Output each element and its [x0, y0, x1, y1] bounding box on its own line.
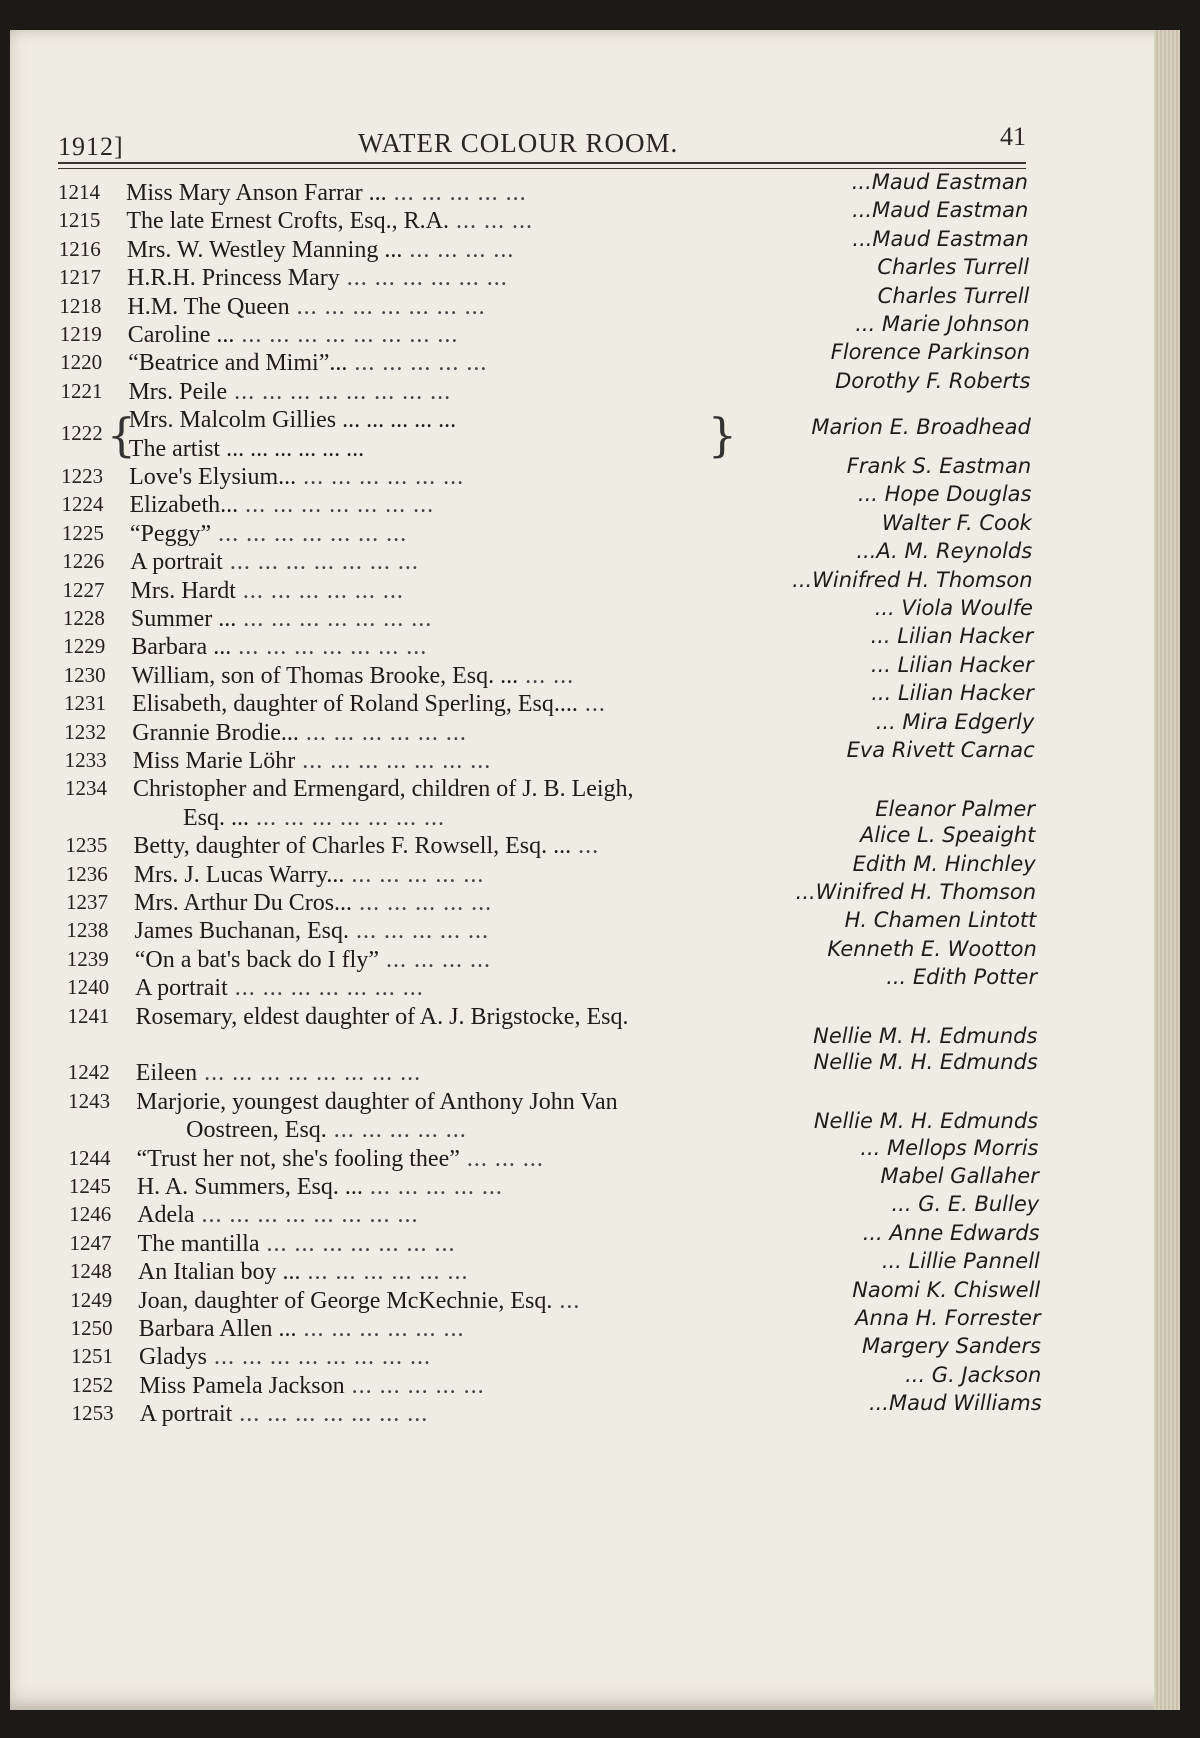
entry-title: Barbara ... ... ... ... ... ... ... ... [131, 634, 428, 661]
entry-number: 1247 [69, 1230, 112, 1255]
entry-artist: ... Mellops Morris [860, 1135, 1039, 1160]
entry-artist: ... Edith Potter [886, 965, 1038, 990]
entry-number: 1225 [61, 520, 104, 545]
leader-dots: ... ... ... ... ... ... ... [232, 1401, 429, 1428]
entry-title: Mrs. Malcolm Gillies ... ... ... ... ... [128, 407, 457, 434]
leader-dots: ... ... ... ... ... ... ... ... [194, 1202, 419, 1229]
entry-number: 1218 [59, 293, 102, 318]
book-page [10, 30, 1180, 1710]
entry-artist: ... Marie Johnson [855, 312, 1030, 336]
catalogue-entry [71, 1391, 1042, 1431]
leader-dots: ... ... ... ... ... [386, 180, 527, 206]
entry-artist: Eleanor Palmer [875, 796, 1035, 821]
entry-title: Caroline ... ... ... ... ... ... ... ... ... [127, 322, 459, 348]
leader-dots: ... ... ... ... ... [344, 861, 485, 888]
entry-number: 1215 [58, 208, 101, 233]
page-title: WATER COLOUR ROOM. [358, 128, 679, 158]
leader-dots: ... ... ... ... ... [352, 890, 493, 916]
entry-number: 1246 [69, 1202, 112, 1227]
leader-dots: ... ... ... ... ... ... ... [289, 293, 486, 320]
entry-artist: Charles Turrell [877, 283, 1030, 308]
entry-title: Joan, daughter of George McKechnie, Esq. ... [138, 1287, 581, 1314]
entry-title: An Italian boy ... ... ... ... ... ... ... [137, 1259, 469, 1286]
entry-number: 1249 [70, 1287, 113, 1312]
entry-title: “On a bat's back do I fly” ... ... ... ... [134, 946, 491, 973]
entry-title: Love's Elysium... ... ... ... ... ... ... [129, 464, 465, 490]
entry-artist: Kenneth E. Wootton [827, 936, 1037, 961]
entry-title: Miss Pamela Jackson ... ... ... ... ... [139, 1372, 485, 1399]
leader-dots: ... ... ... ... ... ... ... [238, 492, 435, 519]
entry-number: 1224 [61, 492, 104, 517]
entry-title: Elizabeth... ... ... ... ... ... ... ... [129, 492, 435, 519]
entry-title: Eileen ... ... ... ... ... ... ... ... [135, 1060, 422, 1087]
entry-number: 1248 [69, 1259, 112, 1284]
entry-title: A portrait ... ... ... ... ... ... ... [130, 549, 419, 576]
entry-artist: ... G. E. Bulley [891, 1192, 1040, 1217]
entry-title: Betty, daughter of Charles F. Rowsell, Esq. ... ... [133, 833, 600, 860]
entry-title: The late Ernest Crofts, Esq., R.A. ... ... ... [126, 208, 533, 235]
entry-number: 1230 [63, 662, 106, 687]
entry-title: James Buchanan, Esq. ... ... ... ... ... [134, 918, 490, 945]
entry-artist: ... Lilian Hacker [870, 652, 1034, 677]
leader-dots: ... ... ... ... ... ... ... [295, 748, 492, 774]
entry-number: 1219 [59, 322, 102, 346]
entry-title: Mrs. Peile ... ... ... ... ... ... ... ... [128, 378, 452, 405]
leader-dots: ... ... ... ... ... ... ... [222, 549, 419, 576]
leader-dots: ... ... ... ... ... ... ... [211, 520, 408, 547]
entry-title: Gladys ... ... ... ... ... ... ... ... [138, 1344, 431, 1371]
entry-title-line2: Oostreen, Esq. ... ... ... ... ... [186, 1117, 467, 1144]
entry-title: Elisabeth, daughter of Roland Sperling, Esq.... ... [131, 691, 606, 718]
leader-dots: ... ... ... ... ... [344, 1372, 485, 1399]
entry-title: “Trust her not, she's fooling thee” ... ... ... [136, 1145, 544, 1172]
entry-number: 1229 [63, 634, 106, 659]
entry-number: 1252 [71, 1372, 114, 1397]
entry-title: William, son of Thomas Brooke, Esq. ... ... ... [131, 662, 575, 689]
entry-artist: Mabel Gallaher [880, 1164, 1039, 1188]
entry-artist: Margery Sanders [861, 1334, 1041, 1359]
entry-title-line2: Esq. ... ... ... ... ... ... ... ... [183, 804, 445, 831]
entry-artist: Florence Parkinson [830, 340, 1031, 365]
leader-dots: ... ... ... ... ... ... ... [227, 975, 424, 1002]
entry-number: 1232 [64, 719, 107, 744]
entry-artist: Alice L. Speaight [859, 823, 1036, 848]
leader-dots: ... ... ... ... [402, 236, 515, 263]
entry-artist: Nellie M. H. Edmunds [813, 1050, 1038, 1075]
running-year: 1912] [58, 132, 124, 161]
entry-artist: Marion E. Broadhead [811, 415, 1031, 440]
leader-dots: ... ... ... ... ... ... ... [259, 1230, 456, 1257]
entry-artist: ... Hope Douglas [857, 482, 1032, 507]
entry-number: 1239 [66, 946, 109, 971]
entry-number: 1242 [67, 1060, 110, 1085]
entry-artist: ... Viola Woulfe [874, 596, 1033, 620]
leader-dots: ... ... ... ... ... ... ... ... [206, 1344, 431, 1371]
entry-artist: ...Maud Eastman [852, 198, 1029, 223]
entry-title: H.R.H. Princess Mary ... ... ... ... ... ... [127, 265, 508, 292]
entry-artist: ...Maud Eastman [852, 226, 1029, 251]
leader-dots: ... ... ... ... ... ... ... [231, 634, 428, 661]
entry-number: 1228 [62, 606, 105, 630]
leader-dots: ... ... ... ... ... ... ... [249, 804, 445, 831]
catalogue-entry [67, 965, 1038, 1005]
entry-title: Christopher and Ermengard, children of J. B. Leigh, [133, 776, 634, 803]
leader-dots: ... ... ... ... ... [326, 1117, 467, 1144]
catalogue-entry [68, 1088, 1039, 1144]
entry-artist: ... Mira Edgerly [875, 709, 1035, 734]
entry-title: H.M. The Queen ... ... ... ... ... ... ... [127, 293, 486, 320]
entry-artist: ... Lilian Hacker [871, 681, 1034, 706]
entry-artist: ...Winifred H. Thomson [792, 567, 1033, 592]
entry-title: Barbara Allen ... ... ... ... ... ... ... [138, 1316, 465, 1342]
entry-number: 1241 [67, 1003, 110, 1028]
catalogue-entry [67, 1003, 1038, 1048]
entry-artist: Walter F. Cook [881, 510, 1032, 535]
leader-dots: ... ... ... ... ... [362, 1174, 503, 1200]
entry-artist: ...Winifred H. Thomson [795, 880, 1037, 904]
entry-title: H. A. Summers, Esq. ... ... ... ... ... ... [136, 1174, 503, 1200]
leader-dots: ... ... ... ... ... ... ... ... [197, 1060, 422, 1087]
entry-number: 1243 [68, 1088, 111, 1113]
leader-dots: ... [571, 833, 600, 860]
entry-number: 1250 [70, 1316, 113, 1340]
entry-number: 1235 [65, 833, 108, 858]
leader-dots: ... ... ... ... ... ... [296, 464, 465, 490]
entry-number: 1214 [58, 180, 100, 204]
entry-number: 1231 [63, 691, 106, 716]
leader-dots: ... ... ... ... ... [349, 918, 490, 945]
entry-number: 1245 [68, 1174, 111, 1198]
entry-title: Grannie Brodie... ... ... ... ... ... ... [132, 719, 467, 746]
entry-number: 1238 [66, 918, 109, 943]
entry-number: 1234 [65, 776, 107, 801]
entry-artist: ...Maud Eastman [851, 170, 1028, 194]
entry-number: 1222 [60, 421, 103, 446]
leader-dots: ... ... ... ... ... ... ... [236, 606, 433, 632]
leader-dots: ... ... ... ... [378, 946, 491, 973]
entry-artist: ... Lilian Hacker [870, 624, 1034, 649]
entry-title: Miss Mary Anson Farrar ... ... ... ... ... ... [126, 180, 527, 206]
entry-number: 1244 [68, 1145, 111, 1170]
entry-title: Rosemary, eldest daughter of A. J. Brigstocke, Esq. [135, 1003, 629, 1030]
entry-number: 1233 [64, 748, 107, 772]
page-number: 41 [1000, 122, 1026, 151]
entry-title: Mrs. Arthur Du Cros... ... ... ... ... ... [134, 890, 493, 916]
entry-number: 1253 [71, 1401, 114, 1426]
entry-artist: ...Maud Williams [868, 1391, 1042, 1416]
entry-number: 1221 [60, 378, 103, 403]
left-brace-icon: { [106, 408, 137, 463]
leader-dots: ... [577, 691, 606, 718]
entry-number: 1223 [61, 464, 104, 488]
leader-dots: ... ... ... ... ... [347, 350, 488, 377]
leader-dots: ... [552, 1287, 581, 1314]
entry-artist: ... G. Jackson [905, 1362, 1042, 1387]
catalogue-entry [67, 1050, 1038, 1090]
right-brace-icon: } [707, 408, 738, 463]
entry-title: Summer ... ... ... ... ... ... ... ... [130, 606, 433, 632]
entry-artist: Edith M. Hinchley [852, 851, 1036, 876]
entry-artist: ... Lillie Pannell [881, 1249, 1040, 1274]
entry-title-line2: The artist ... ... ... ... ... ... [128, 435, 365, 462]
entry-title: Mrs. Hardt ... ... ... ... ... ... [130, 577, 404, 604]
entry-number: 1220 [60, 350, 103, 375]
entry-artist: Frank S. Eastman [846, 454, 1032, 478]
entry-artist: Dorothy F. Roberts [835, 368, 1031, 393]
entry-artist: Nellie M. H. Edmunds [813, 1109, 1039, 1134]
entry-title: “Beatrice and Mimi”... ... ... ... ... ... [128, 350, 488, 377]
catalogue-entry [65, 776, 1035, 831]
entry-number: 1236 [65, 861, 108, 886]
entry-artist: Nellie M. H. Edmunds [813, 1023, 1038, 1048]
entry-artist: Eva Rivett Carnac [846, 738, 1035, 762]
entry-number: 1237 [66, 890, 109, 914]
entry-artist: Charles Turrell [877, 255, 1030, 280]
entry-number: 1227 [62, 577, 105, 602]
catalogue-list [10, 30, 1180, 1710]
entry-artist: ...A. M. Reynolds [856, 539, 1033, 564]
entry-artist: Anna H. Forrester [855, 1306, 1041, 1330]
leader-dots: ... ... [518, 662, 575, 689]
leader-dots: ... ... ... ... ... ... [339, 265, 508, 292]
leader-dots: ... ... ... ... ... ... [300, 1259, 469, 1286]
entry-title: The mantilla ... ... ... ... ... ... ... [137, 1230, 456, 1257]
entry-title: Marjorie, youngest daughter of Anthony John Van [136, 1088, 618, 1115]
entry-title: Mrs. W. Westley Manning ... ... ... ... ... [126, 236, 515, 263]
leader-dots: ... ... ... ... ... ... [235, 577, 404, 604]
entry-title: A portrait ... ... ... ... ... ... ... [139, 1401, 429, 1428]
entry-title: Mrs. J. Lucas Warry... ... ... ... ... ... [133, 861, 485, 888]
entry-title: “Peggy” ... ... ... ... ... ... ... [129, 520, 408, 547]
entry-artist: Naomi K. Chiswell [852, 1277, 1041, 1302]
entry-number: 1226 [62, 549, 105, 574]
leader-dots: ... ... ... [448, 208, 533, 235]
entry-number: 1217 [59, 265, 102, 290]
entry-number: 1251 [70, 1344, 113, 1369]
entry-artist: ... Anne Edwards [862, 1220, 1040, 1245]
entry-title: A portrait ... ... ... ... ... ... ... [135, 975, 424, 1002]
leader-dots: ... ... ... [459, 1145, 544, 1172]
catalogue-entry [70, 1334, 1041, 1374]
entry-number: 1240 [67, 975, 110, 1000]
entry-artist: H. Chamen Lintott [844, 908, 1037, 933]
catalogue-entry [60, 368, 1031, 409]
leader-dots: ... ... ... ... ... ... ... ... [227, 378, 452, 405]
leader-dots: ... ... ... ... ... ... [298, 719, 467, 746]
leader-dots: ... ... ... ... ... ... [296, 1316, 465, 1342]
entry-title: Miss Marie Löhr ... ... ... ... ... ... ... [132, 748, 492, 774]
entry-title: Adela ... ... ... ... ... ... ... ... [137, 1202, 419, 1229]
catalogue-entry [64, 738, 1035, 778]
leader-dots: ... ... ... ... ... ... ... ... [234, 322, 459, 348]
entry-number: 1216 [58, 236, 101, 261]
